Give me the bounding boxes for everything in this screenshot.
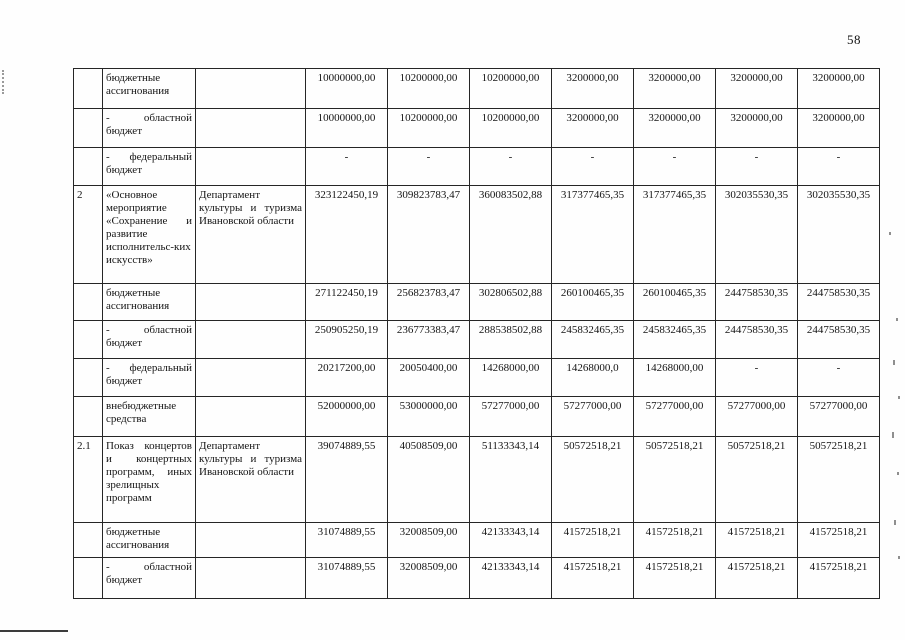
name-cell: - областной бюджет — [103, 558, 196, 599]
value-cell: 57277000,00 — [552, 397, 634, 437]
value-cell: 31074889,55 — [306, 523, 388, 558]
name-cell: - федеральный бюджет — [103, 359, 196, 397]
value-cell: 244758530,35 — [798, 284, 880, 321]
name-cell: внебюджетные средства — [103, 397, 196, 437]
value-cell: 10200000,00 — [470, 109, 552, 148]
scan-artifact-bottom-line — [0, 630, 68, 632]
value-cell: 10200000,00 — [388, 69, 470, 109]
dept-cell — [196, 359, 306, 397]
value-cell: 41572518,21 — [552, 523, 634, 558]
row-number-cell — [74, 284, 103, 321]
value-cell: 32008509,00 — [388, 558, 470, 599]
row-number-cell — [74, 109, 103, 148]
value-cell: 39074889,55 — [306, 437, 388, 523]
value-cell: 256823783,47 — [388, 284, 470, 321]
value-cell: 53000000,00 — [388, 397, 470, 437]
value-cell: 302806502,88 — [470, 284, 552, 321]
value-cell: 245832465,35 — [552, 321, 634, 359]
value-cell: 3200000,00 — [634, 69, 716, 109]
scan-artifact-speck — [893, 360, 895, 365]
value-cell: 244758530,35 — [798, 321, 880, 359]
name-cell: Показ концертов и концертных программ, иных зрелищных программ — [103, 437, 196, 523]
value-cell: 302035530,35 — [716, 186, 798, 284]
value-cell: 41572518,21 — [552, 558, 634, 599]
row-number-cell — [74, 523, 103, 558]
value-cell: 245832465,35 — [634, 321, 716, 359]
value-cell: 250905250,19 — [306, 321, 388, 359]
value-cell: 317377465,35 — [634, 186, 716, 284]
value-cell: 323122450,19 — [306, 186, 388, 284]
value-cell: 309823783,47 — [388, 186, 470, 284]
value-cell: 41572518,21 — [798, 558, 880, 599]
value-cell: 57277000,00 — [798, 397, 880, 437]
value-cell: 32008509,00 — [388, 523, 470, 558]
value-cell: 3200000,00 — [552, 69, 634, 109]
value-cell: 57277000,00 — [470, 397, 552, 437]
table-row — [74, 186, 880, 284]
scan-artifact-speck — [898, 396, 900, 399]
value-cell: 41572518,21 — [798, 523, 880, 558]
value-cell: - — [552, 148, 634, 186]
value-cell: - — [306, 148, 388, 186]
value-cell: 244758530,35 — [716, 284, 798, 321]
value-cell: 50572518,21 — [634, 437, 716, 523]
value-cell: 271122450,19 — [306, 284, 388, 321]
dept-cell — [196, 397, 306, 437]
value-cell: 302035530,35 — [798, 186, 880, 284]
value-cell: 41572518,21 — [634, 558, 716, 599]
value-cell: 50572518,21 — [552, 437, 634, 523]
dept-cell — [196, 69, 306, 109]
row-number-cell: 2.1 — [74, 437, 103, 523]
value-cell: 3200000,00 — [716, 109, 798, 148]
dept-cell — [196, 284, 306, 321]
table-row — [74, 69, 880, 109]
row-number-cell — [74, 321, 103, 359]
value-cell: 288538502,88 — [470, 321, 552, 359]
name-cell: - областной бюджет — [103, 109, 196, 148]
value-cell: 57277000,00 — [634, 397, 716, 437]
dept-cell — [196, 558, 306, 599]
name-cell: бюджетные ассигнования — [103, 523, 196, 558]
value-cell: 260100465,35 — [552, 284, 634, 321]
table-row — [74, 397, 880, 437]
value-cell: - — [634, 148, 716, 186]
value-cell: 14268000,00 — [634, 359, 716, 397]
value-cell: - — [798, 148, 880, 186]
table-row — [74, 284, 880, 321]
dept-cell: Департамент культуры и туризма Ивановской области — [196, 437, 306, 523]
table-row — [74, 523, 880, 558]
scan-artifact-speck — [889, 232, 891, 235]
row-number-cell — [74, 148, 103, 186]
row-number-cell — [74, 359, 103, 397]
row-number-cell — [74, 397, 103, 437]
dept-cell — [196, 523, 306, 558]
value-cell: 360083502,88 — [470, 186, 552, 284]
value-cell: 3200000,00 — [634, 109, 716, 148]
value-cell: 41572518,21 — [716, 523, 798, 558]
scan-artifact-left-dots — [2, 70, 4, 94]
value-cell: - — [470, 148, 552, 186]
value-cell: 3200000,00 — [798, 69, 880, 109]
name-cell: - областной бюджет — [103, 321, 196, 359]
value-cell: - — [716, 148, 798, 186]
table-row — [74, 437, 880, 523]
value-cell: 50572518,21 — [716, 437, 798, 523]
value-cell: 317377465,35 — [552, 186, 634, 284]
name-cell: бюджетные ассигнования — [103, 69, 196, 109]
value-cell: 42133343,14 — [470, 523, 552, 558]
page-number: 58 — [847, 32, 861, 47]
value-cell: 10200000,00 — [470, 69, 552, 109]
value-cell: 244758530,35 — [716, 321, 798, 359]
budget-table — [73, 68, 880, 599]
value-cell: 41572518,21 — [716, 558, 798, 599]
value-cell: 10000000,00 — [306, 109, 388, 148]
value-cell: 10000000,00 — [306, 69, 388, 109]
value-cell: 14268000,00 — [470, 359, 552, 397]
dept-cell — [196, 321, 306, 359]
dept-cell: Департамент культуры и туризма Ивановской области — [196, 186, 306, 284]
value-cell: 31074889,55 — [306, 558, 388, 599]
value-cell: 14268000,0 — [552, 359, 634, 397]
value-cell: 260100465,35 — [634, 284, 716, 321]
value-cell: 3200000,00 — [716, 69, 798, 109]
row-number-cell — [74, 558, 103, 599]
scan-artifact-speck — [892, 432, 894, 438]
row-number-cell — [74, 69, 103, 109]
table-row — [74, 148, 880, 186]
name-cell: бюджетные ассигнования — [103, 284, 196, 321]
value-cell: 20050400,00 — [388, 359, 470, 397]
name-cell: «Основное мероприятие «Сохранение и развитие исполнительс-ких искусств» — [103, 186, 196, 284]
value-cell: 52000000,00 — [306, 397, 388, 437]
scan-artifact-speck — [894, 520, 896, 525]
value-cell: - — [798, 359, 880, 397]
row-number-cell: 2 — [74, 186, 103, 284]
value-cell: 42133343,14 — [470, 558, 552, 599]
value-cell: 41572518,21 — [634, 523, 716, 558]
name-cell: - федеральный бюджет — [103, 148, 196, 186]
table-row — [74, 321, 880, 359]
scan-artifact-speck — [898, 556, 900, 559]
scan-artifact-speck — [897, 472, 899, 475]
value-cell: 20217200,00 — [306, 359, 388, 397]
dept-cell — [196, 109, 306, 148]
value-cell: 236773383,47 — [388, 321, 470, 359]
value-cell: 40508509,00 — [388, 437, 470, 523]
value-cell: 57277000,00 — [716, 397, 798, 437]
table-row — [74, 558, 880, 599]
table-row — [74, 109, 880, 148]
dept-cell — [196, 148, 306, 186]
scan-artifact-speck — [896, 318, 898, 321]
value-cell: 10200000,00 — [388, 109, 470, 148]
value-cell: 3200000,00 — [552, 109, 634, 148]
value-cell: - — [716, 359, 798, 397]
value-cell: 3200000,00 — [798, 109, 880, 148]
value-cell: 51133343,14 — [470, 437, 552, 523]
value-cell: - — [388, 148, 470, 186]
table-row — [74, 359, 880, 397]
value-cell: 50572518,21 — [798, 437, 880, 523]
